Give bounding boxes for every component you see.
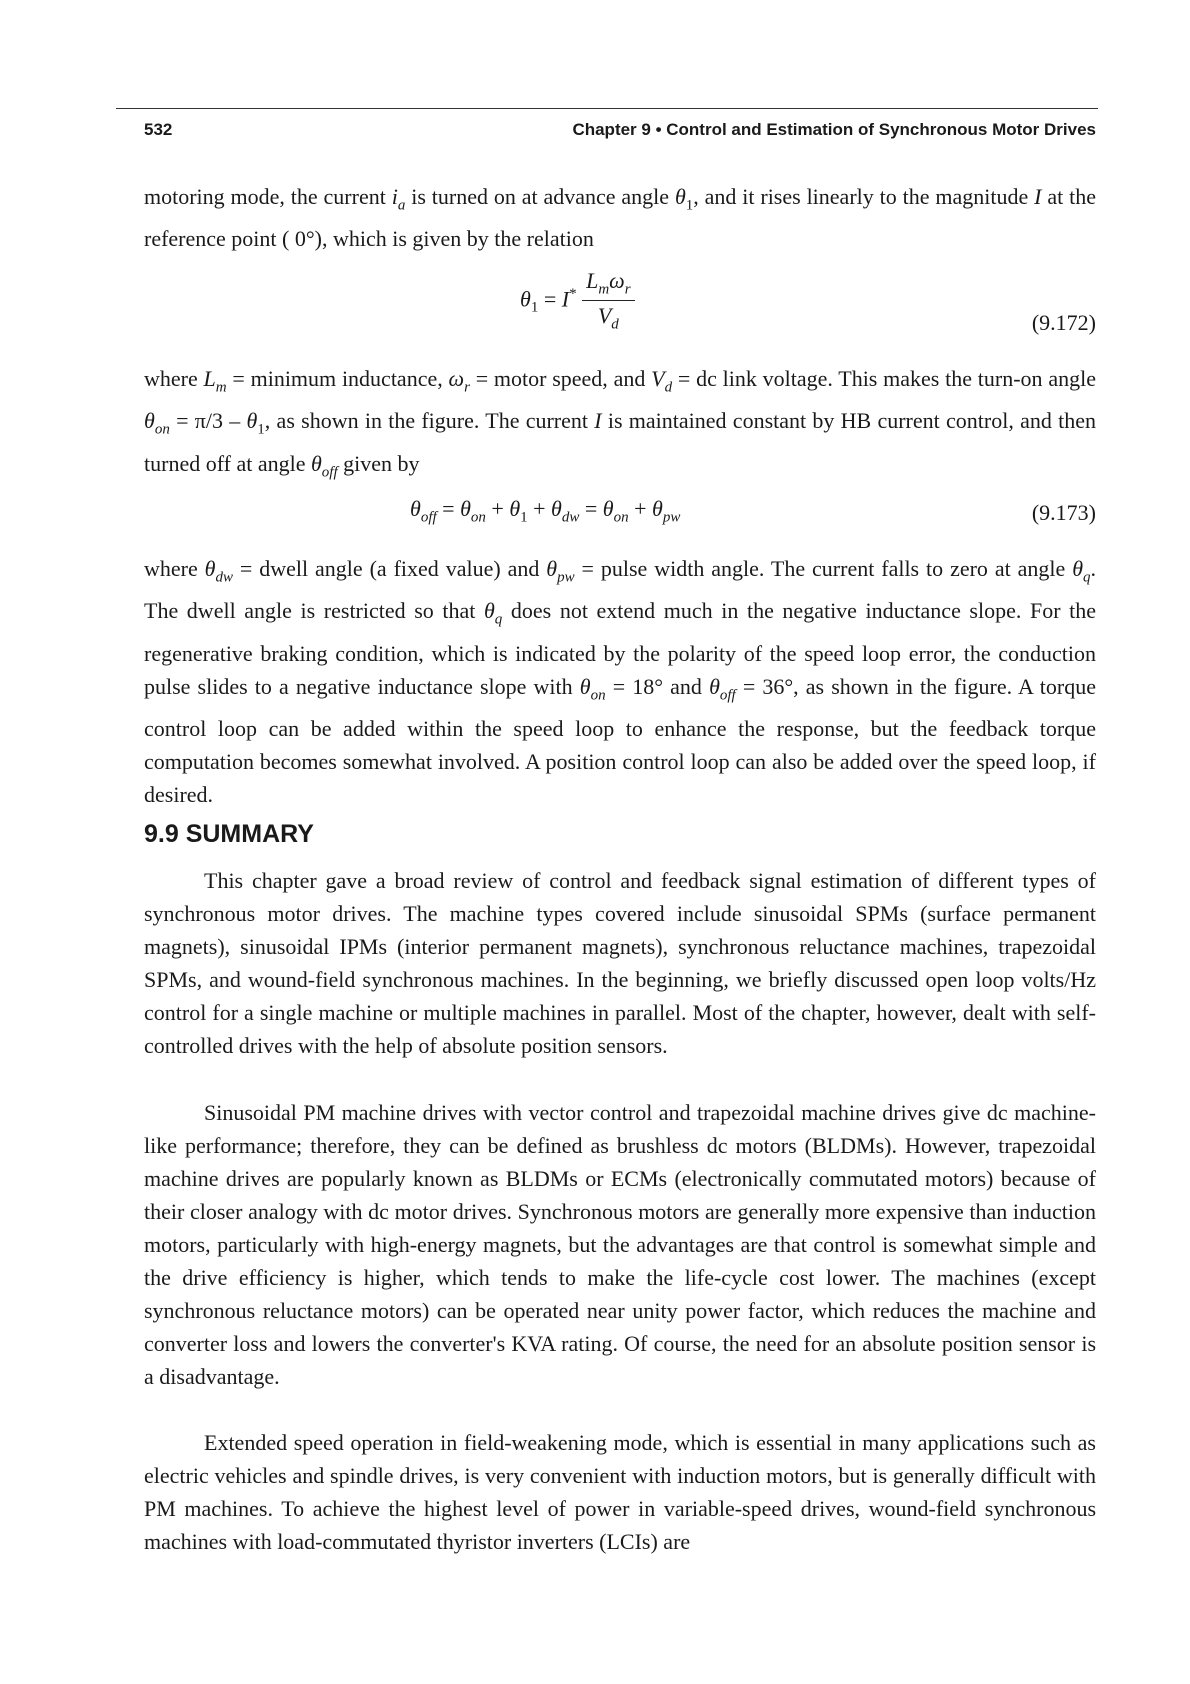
equation-number-9-172: (9.172) (1031, 310, 1096, 335)
summary-paragraph-3: Extended speed operation in field-weakening mode, which is essential in many applications such as electric vehicles and spindle drives, is very convenient with induction motors, but is generally difficult with PM machines. To achieve the highest level of power in variable-speed drives, wound-field synchronous machines with load-commutated thyristor inverters (LCIs) are (144, 1430, 1096, 1554)
summary-paragraph-2: Sinusoidal PM machine drives with vector control and trapezoidal machine drives give dc machine-like performance; therefore, they can be defined as brushless dc motors (BLDMs). However, trapezoidal machine drives are popularly known as BLDMs or ECMs (electronically commutated motors) because of their closer analogy with dc motor drives. Synchronous motors are generally more expensive than induction motors, particularly with high-energy magnets, but the advantages are that control is somewhat simple and the drive efficiency is higher, which tends to make the life-cycle cost lower. The machines (except synchronous reluctance motors) can be operated near unity power factor, which reduces the machine and converter loss and lowers the converter's KVA rating. Of course, the need for an absolute position sensor is a disadvantage. (144, 1100, 1096, 1389)
fraction: $\frac{L_m\omega_r}{V_d}$ (582, 268, 634, 334)
equation-9-172: $\theta_1 = I^*$ $\frac{L_m\omega_r}{V_d}$ (520, 268, 635, 334)
summary-paragraph-1: This chapter gave a broad review of control and feedback signal estimation of different types of synchronous motor drives. The machine types covered include sinusoidal SPMs (surface permanent magnets), sinusoidal IPMs (interior permanent magnets), synchronous reluctance machines, trapezoidal SPMs, and wound-field synchronous machines. In the beginning, we briefly discussed open loop volts/Hz control for a single machine or multiple machines in parallel. Most of the chapter, however, dealt with self-controlled drives with the help of absolute position sensors. (144, 868, 1096, 1058)
running-title: Chapter 9 • Control and Estimation of Synchronous Motor Drives (572, 120, 1096, 139)
page-number: 532 (144, 120, 173, 139)
paragraph-dwell-angle: where $\theta_{dw}$ = dwell angle (a fixed value) and $\theta_{pw}$ = pulse width angle. The current falls to zero at angle $\theta_q$. The dwell angle is restricted so that $\theta_q$ does not extend much in the negative inductance slope. For the regenerative braking condition, which is indicated by the polarity of the speed loop error, the conduction pulse slides to a negative inductance slope with $\theta_{on} = 18^\circ$ and $\theta_{off} = 36^\circ$, as shown in the figure. A torque control loop can be added within the speed loop to enhance the response, but the feedback torque computation becomes somewhat involved. A position control loop can also be added over the speed loop, if desired. (144, 556, 1097, 808)
header-rule (116, 108, 1098, 109)
section-heading: 9.9 SUMMARY (144, 820, 314, 848)
paragraph-turn-on: where $L_m$ = minimum inductance, $\omega_r$ = motor speed, and $V_d$ = dc link voltage. This makes the turn-on angle $\theta_{on} = \pi/3 - \theta_1$, as shown in the figure. The current I is maintained constant by HB current control, and then turned off at angle $\theta_{off}$ given by (144, 366, 1096, 481)
equation-9-173: $\theta_{off} = \theta_{on} + \theta_1 + \theta_{dw} = \theta_{on} + \theta_{pw}$ (410, 496, 681, 526)
equation-number-9-173: (9.173) (1031, 500, 1096, 525)
paragraph-motoring: motoring mode, the current $i_a$ is turned on at advance angle $\theta_1$, and it rises linearly to the magnitude I at the reference point ( 0°), which is given by the relation (144, 184, 1096, 252)
